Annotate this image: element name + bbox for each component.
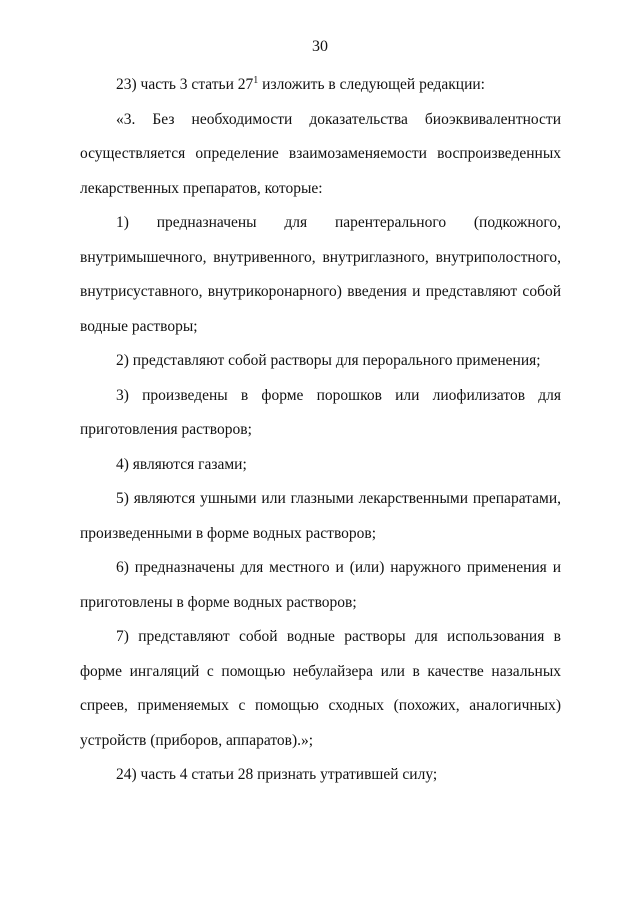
list-item-7: 7) представляют собой водные растворы для использования в форме ингаляций с помощью небулайзера или в качестве назальных спреев, применяемых с помощью сходных (похожих, аналогичных) устройств (приборов, аппаратов).»; (80, 628, 561, 749)
list-item-2: 2) представляют собой растворы для перорального применения; (116, 352, 541, 369)
list-item-5: 5) являются ушными или глазными лекарственными препаратами, произведенными в форме водных растворов; (80, 490, 561, 542)
document-body (80, 68, 561, 793)
list-item-1: 1) предназначены для парентерального (подкожного, внутримышечного, внутривенного, внутриглазного, внутриполостного, внутрисуставного, внутрикоронарного) введения и представляют собой водные растворы; (80, 214, 561, 335)
paragraph-part-3-intro: «3. Без необходимости доказательства биоэквивалентности осуществляется определение взаимозаменяемости воспроизведенных лекарственных препаратов, которые: (80, 110, 561, 197)
list-item-4: 4) являются газами; (116, 455, 247, 473)
paragraph-item-23-text: 23) часть 3 статьи 27 (116, 76, 254, 93)
list-item-3: 3) произведены в форме порошков или лиофилизатов для приготовления растворов; (80, 386, 561, 438)
paragraph-item-23 (80, 68, 561, 103)
list-item-6: 6) предназначены для местного и (или) наружного применения и приготовлены в форме водных растворов; (80, 559, 561, 611)
article-superscript: 1 (253, 75, 259, 86)
paragraph-item-24: 24) часть 4 статьи 28 признать утратившей силу; (116, 766, 438, 783)
page-number: 30 (312, 38, 328, 55)
paragraph-item-23-text-end: изложить в следующей редакции: (258, 76, 485, 93)
